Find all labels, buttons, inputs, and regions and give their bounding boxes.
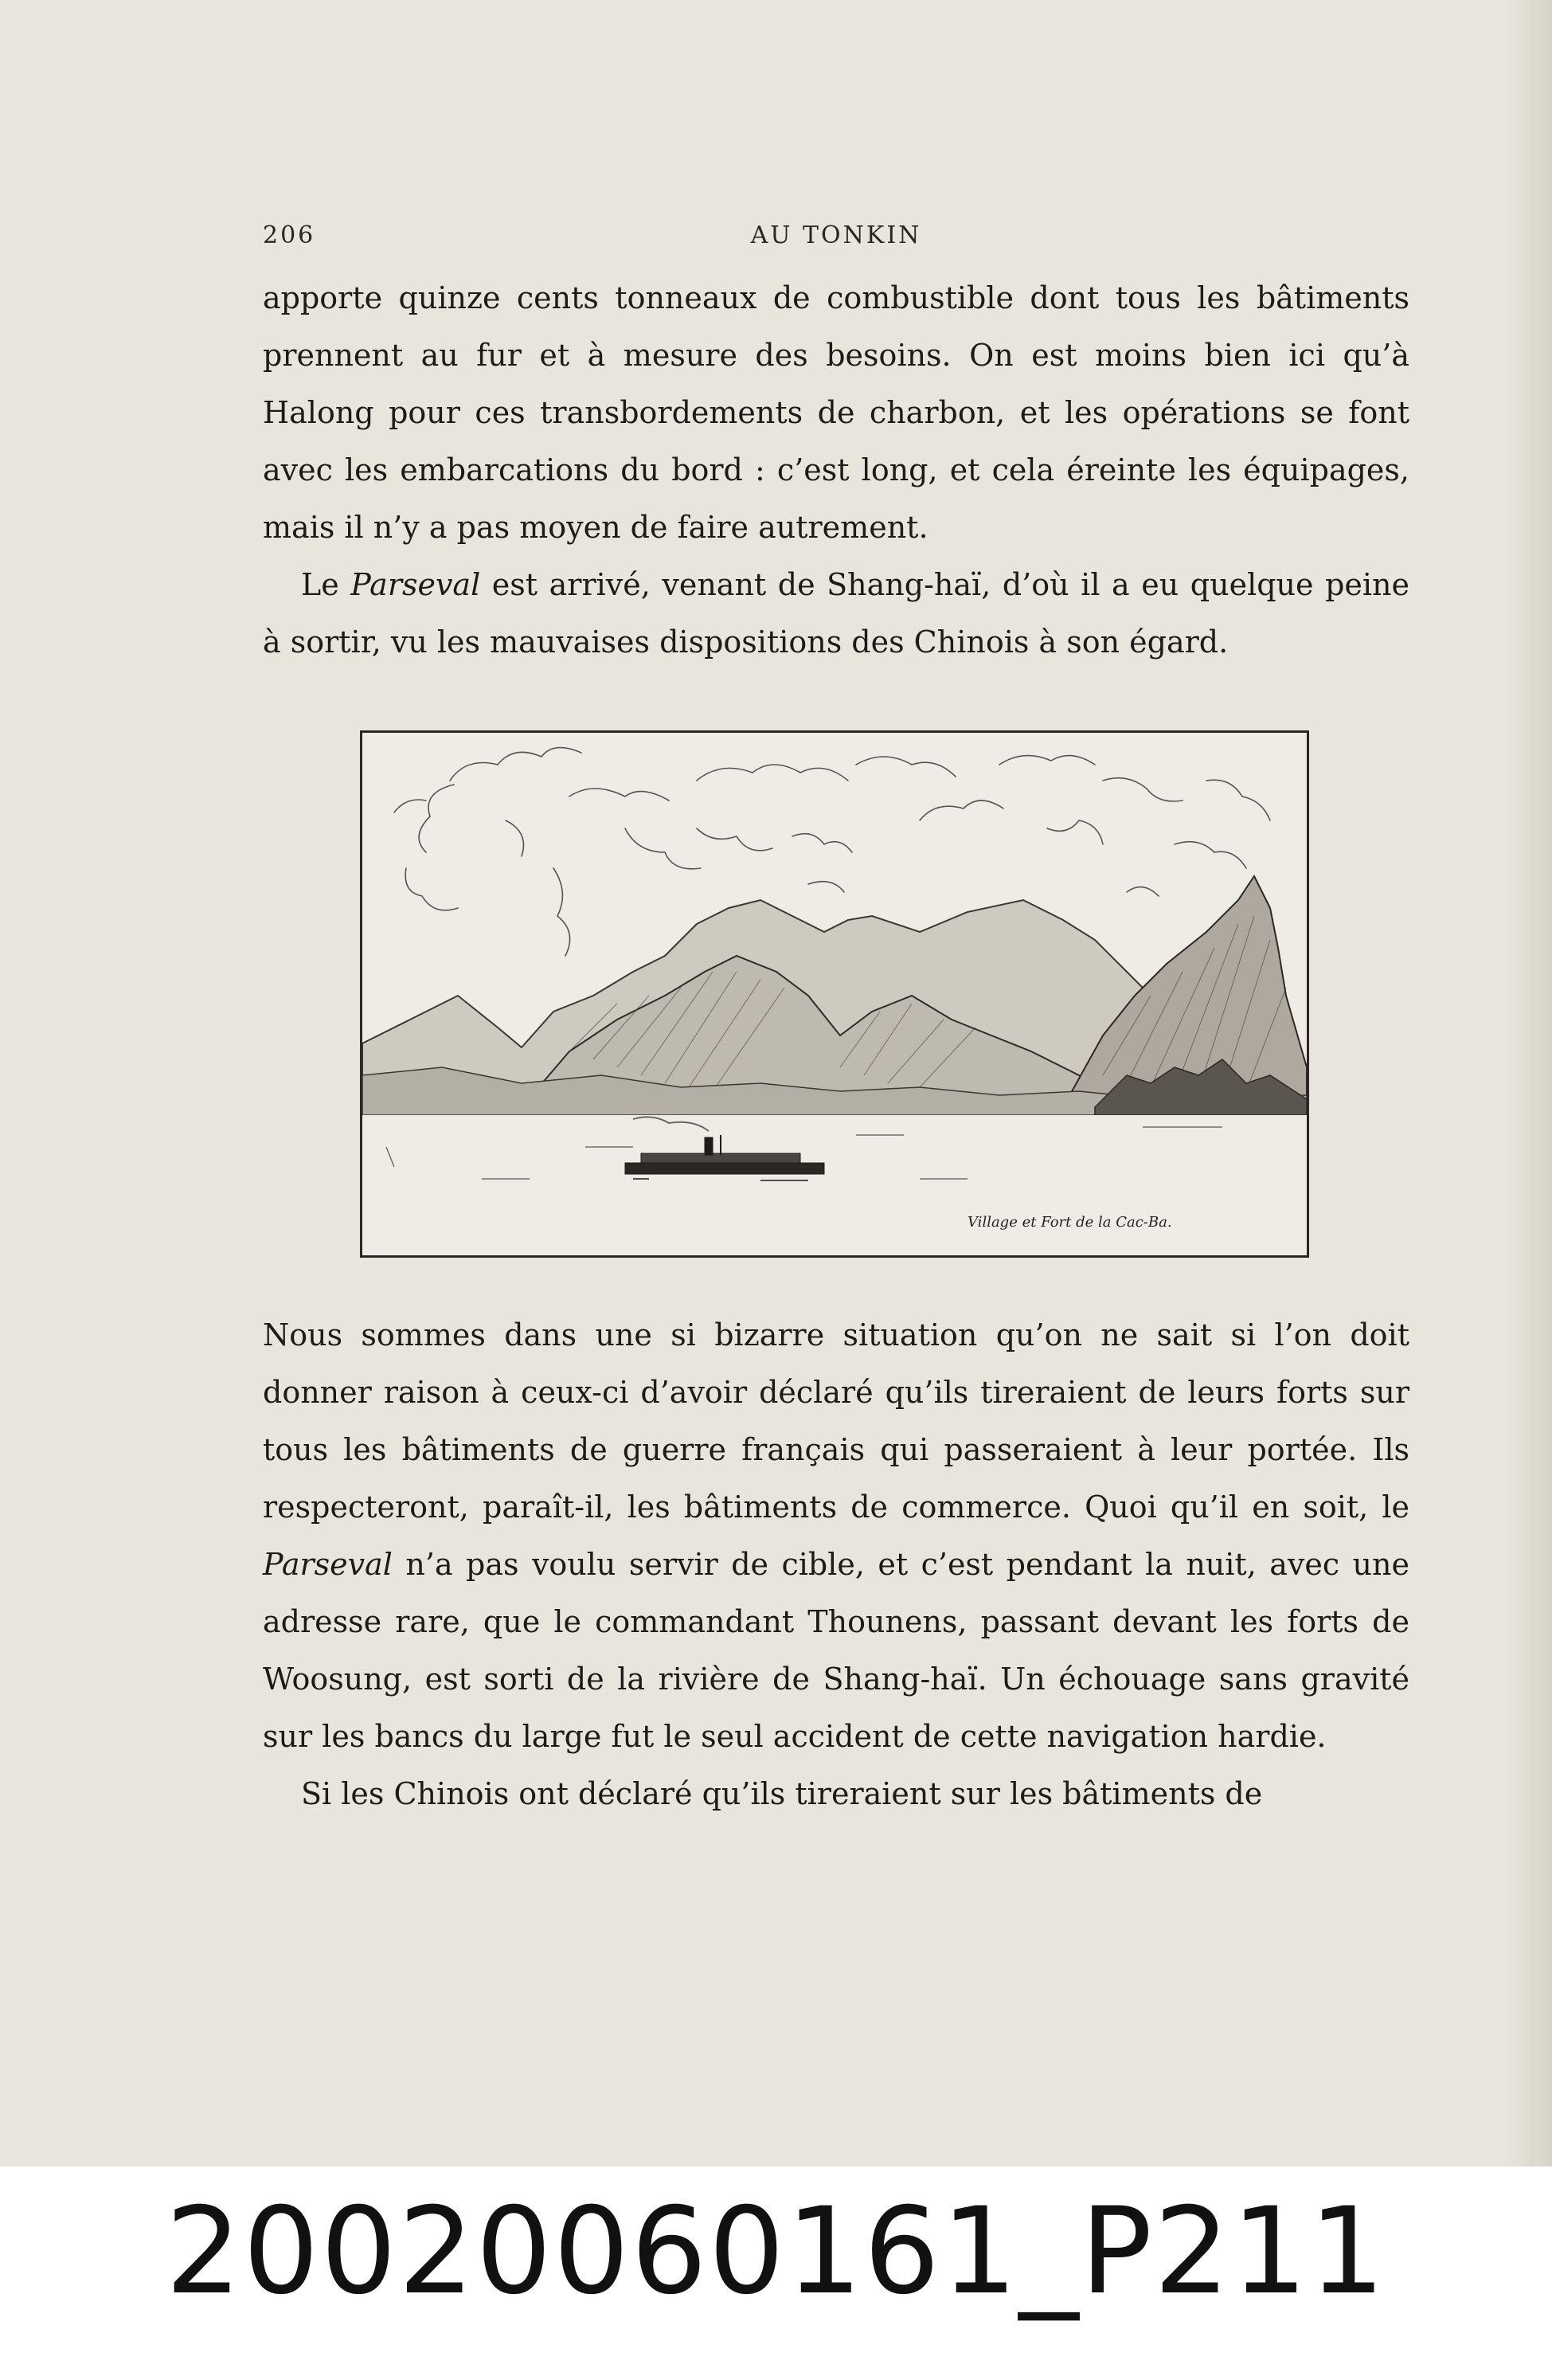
paragraph [263,556,1409,671]
italic-run: Parseval [350,567,481,602]
paragraph [263,1306,1409,1765]
cloud-outlines [394,748,1270,956]
text-run: n’a pas voulu servir de cible, et c’est pendant la nuit, avec une adresse rare, que le commandant Thounens, passant devant les forts de Woosung, est sorti de la rivière de Shang-haï. Un échouage sans gravité sur les bancs du large fut le seul accident de cette navigation hardie. [263,1547,1409,1754]
text-block-top [263,269,1409,671]
water [362,1115,1307,1255]
running-header [263,221,1409,261]
text-run: Si les Chinois ont déclaré qu’ils tireraient sur les bâtiments de [301,1776,1263,1811]
italic-run: Parseval [263,1547,393,1582]
paragraph [263,1765,1409,1822]
text-block-bottom [263,1306,1409,1822]
text-run: Nous sommes dans une si bizarre situation qu’on ne sait si l’on doit donner raison à ceux-ci d’avoir déclaré qu’ils tireraient de leurs forts sur tous les bâtiments de guerre français qui passeraient à leur portée. Ils respecteront, paraît-il, les bâtiments de commerce. Quoi qu’il en soit, le [263,1317,1409,1525]
illustration-frame [360,730,1309,1258]
paragraph [263,269,1409,556]
landscape-illustration [362,733,1307,1255]
page-number: 206 [263,221,316,249]
running-title: AU TONKIN [750,221,922,249]
text-run: est arrivé, venant de Shang-haï, d’où il a eu quelque peine à sortir, vu les mauvaises dispositions des Chinois à son égard. [263,567,1409,660]
archive-identifier: 20020060161_P211 [165,2182,1387,2321]
text-run: apporte quinze cents tonneaux de combustible dont tous les bâtiments prennent au fur et à mesure des besoins. On est moins bien ici qu’à Halong pour ces transbordements de charbon, et les opérations se font avec les embarcations du bord : c’est long, et cela éreinte les équipages, mais il n’y a pas moyen de faire autrement. [263,280,1409,545]
illustration-caption: Village et Fort de la Cac-Ba. [968,1214,1172,1231]
text-run: Le [301,567,351,602]
